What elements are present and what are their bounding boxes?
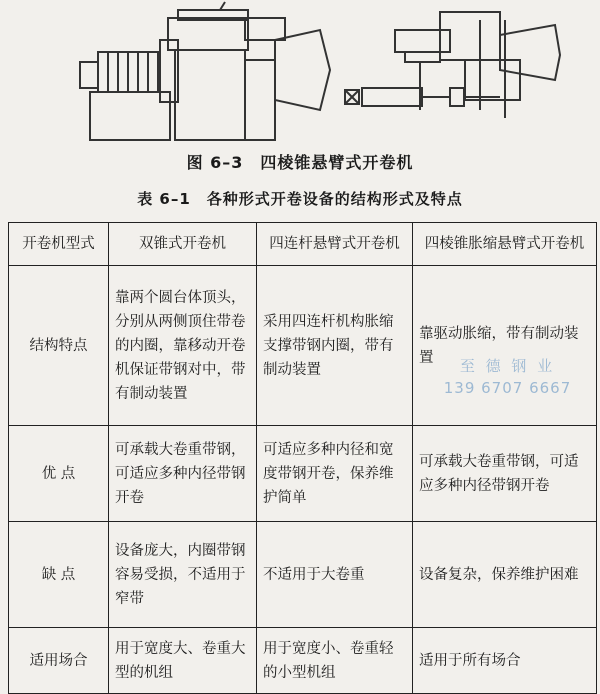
row-label: 适用场合 (9, 628, 109, 694)
machine-figure (0, 0, 600, 150)
figure-caption: 图 6–3 四棱锥悬臂式开卷机 (186, 153, 414, 172)
table-cell: 适用于所有场合 (413, 628, 597, 694)
right-machine-drawing (345, 12, 560, 118)
table-row (9, 522, 597, 628)
table-cell: 不适用于大卷重 (257, 522, 413, 628)
row-label: 缺 点 (9, 522, 109, 628)
header-four-pyramid: 四棱锥胀缩悬臂式开卷机 (413, 223, 597, 266)
table-row (9, 628, 597, 694)
table-cell: 用于宽度大、卷重大型的机组 (109, 628, 257, 694)
table-row (9, 426, 597, 522)
table-cell: 可适应多种内径和宽度带钢开卷，保养维护简单 (257, 426, 413, 522)
watermark-line1: 至 德 钢 业 (459, 357, 556, 375)
table-cell: 靠驱动胀缩，带有制动装置 (413, 266, 597, 426)
table-cell: 靠两个圆台体顶头，分别从两侧顶住带卷的内圈，靠移动开卷机保证带钢对中，带有制动装置 (109, 266, 257, 426)
comparison-table (8, 222, 597, 694)
header-four-link: 四连杆悬臂式开卷机 (257, 223, 413, 266)
table-row (9, 266, 597, 426)
table-cell: 设备复杂，保养维护困难 (413, 522, 597, 628)
table-title: 表 6–1 各种形式开卷设备的结构形式及特点 (137, 190, 463, 208)
row-label: 优 点 (9, 426, 109, 522)
uncoiler-drawings (0, 0, 600, 150)
table-cell: 可承载大卷重带钢，可适应多种内径带钢开卷 (413, 426, 597, 522)
table-cell: 用于宽度小、卷重轻的小型机组 (257, 628, 413, 694)
header-double-cone: 双锥式开卷机 (109, 223, 257, 266)
table-cell: 设备庞大，内圈带钢容易受损，不适用于窄带 (109, 522, 257, 628)
table-header-row (9, 223, 597, 266)
header-type: 开卷机型式 (9, 223, 109, 266)
watermark-line2: 139 6707 6667 (443, 379, 572, 397)
left-machine-drawing (80, 2, 330, 140)
table-cell: 可承载大卷重带钢，可适应多种内径带钢开卷 (109, 426, 257, 522)
row-label: 结构特点 (9, 266, 109, 426)
table-cell: 采用四连杆机构胀缩支撑带钢内圈，带有制动装置 (257, 266, 413, 426)
